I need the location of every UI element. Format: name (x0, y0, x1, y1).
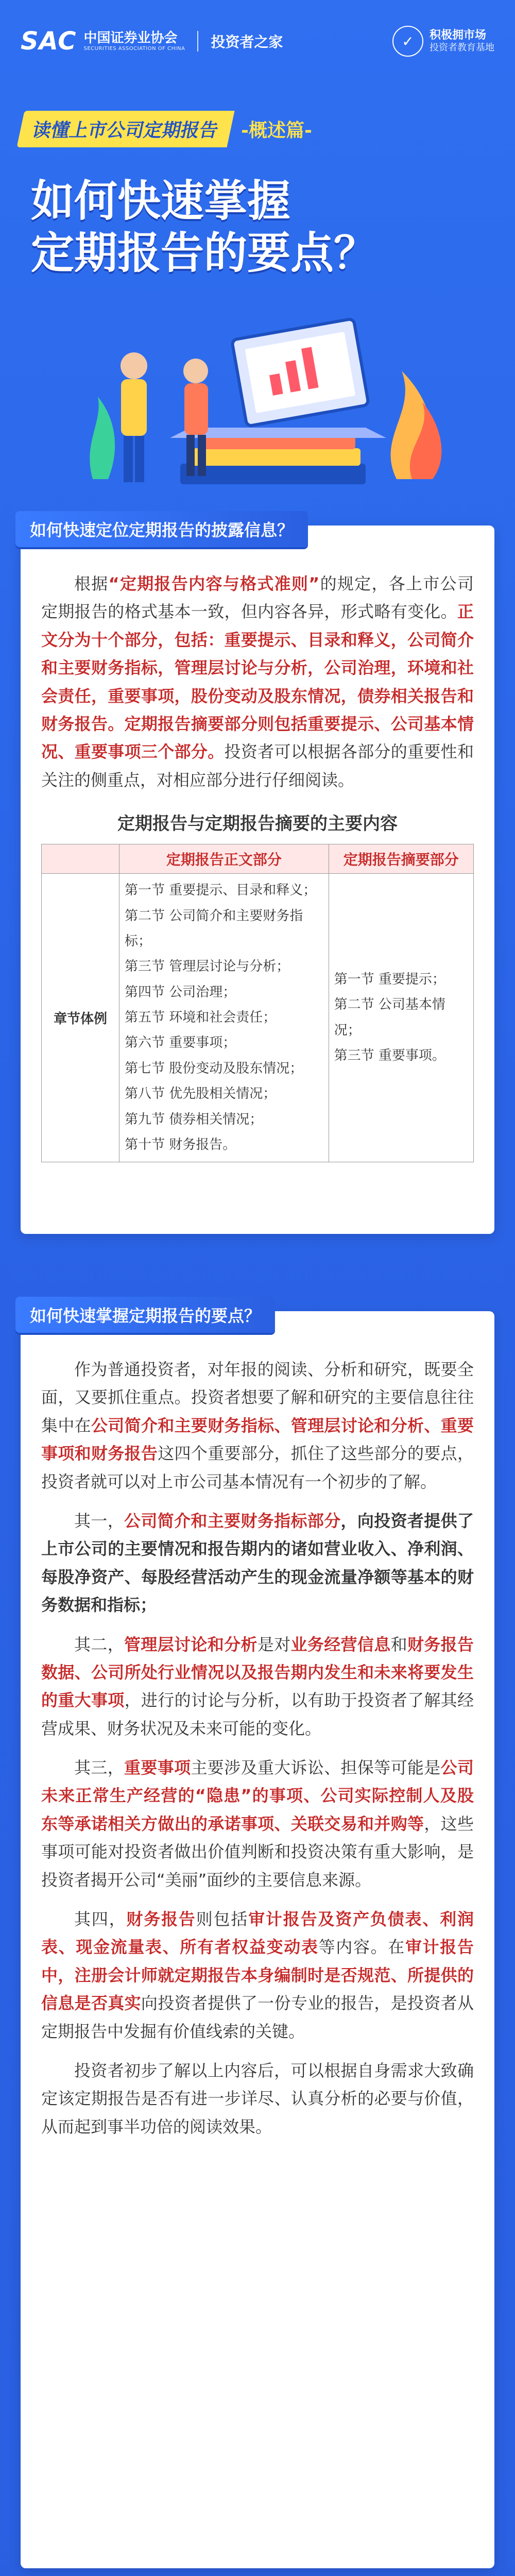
list-item: 第五节 环境和社会责任； (125, 1010, 277, 1026)
main-items-list (125, 878, 323, 1158)
brand (21, 27, 283, 56)
section-2-card (21, 1306, 494, 2568)
section-2-heading: 如何快速掌握定期报告的要点？ (15, 1297, 275, 1333)
text-span: 等内容。在 (318, 1937, 405, 1957)
text-emphasis: 公司简介和主要财务指标部分 (124, 1511, 341, 1531)
ribbon-right: -概述篇- (241, 120, 312, 141)
text-span: 的规定，各上市公司定期报告的格式基本一致，但内容各异，形式略有变化。 (41, 574, 474, 622)
right-logo-line1: 积极拥市场 (430, 29, 487, 42)
series-ribbon (21, 111, 312, 147)
section-2-paragraph-4 (41, 1754, 474, 1894)
report-structure-table (41, 844, 474, 1162)
text-emphasis: 业务经营信息 (290, 1634, 391, 1654)
brand-divider (197, 31, 198, 52)
text-span: 其二， (74, 1634, 125, 1654)
table-header-cell (42, 844, 119, 874)
illustration-laptop-people (62, 309, 453, 505)
section-2-paragraph-6: 投资者初步了解以上内容后，可以根据自身需求大致确定该定期报告是否有进一步详尽、认真分析的必要与价值，从而起到事半功倍的阅读效果。 (41, 2060, 474, 2137)
section-2-paragraph-5 (41, 1905, 474, 2045)
section-2-paragraph-1 (41, 1355, 474, 1496)
list-item: 第一节 重要提示、目录和释义； (125, 883, 317, 899)
shield-icon: ✓ (392, 26, 423, 57)
list-item: 第三节 管理层讨论与分析； (125, 959, 290, 975)
text-emphasis: 审计报告及资产负债表、利润表、现金流量表、所有者权益变动表 (41, 1909, 474, 1957)
table-row (42, 874, 474, 1162)
text-span: 其四， (74, 1909, 127, 1929)
text-span: ，进行的讨论与分析，以有助于投资者了解其经营成果、财务状况及未来可能的变化。 (41, 1690, 474, 1738)
section-1-heading: 如何快速定位定期报告的披露信息？ (15, 511, 308, 547)
section-1-paragraph (41, 570, 474, 794)
top-bar (21, 21, 494, 62)
text-span: 作为普通投资者，对年报的阅读、分析和研究，既要全面，又要抓住重点。投资者想要了解和研究的主要信息往往集中在 (41, 1360, 474, 1435)
main-items-cell (119, 874, 329, 1162)
text-emphasis: 财务报告 (126, 1909, 196, 1929)
list-item: 第六节 重要事项； (125, 1035, 236, 1051)
text-span: 这四个重要部分，抓住了这些部分的要点，投资者就可以对上市公司基本情况有一个初步的了解。 (41, 1444, 474, 1492)
text-span: 主要涉及重大诉讼、担保等可能是 (191, 1758, 441, 1778)
text-emphasis: 公司简介和主要财务指标、管理层讨论和分析、重要事项和财务报告 (41, 1415, 474, 1464)
list-item: 第七节 股份变动及股东情况； (125, 1060, 303, 1076)
brand-text (83, 31, 185, 52)
text-bold: ，向投资者提供了上市公司的主要情况和报告期内的诸如营业收入、净利润、每股净资产、每股经营活动产生的现金流量净额等基本的财务数据和指标； (41, 1511, 474, 1615)
summary-items-cell (329, 874, 473, 1162)
text-span: 投资者可以根据各部分的重要性和关注的侧重点，对相应部分进行仔细阅读。 (41, 742, 474, 790)
text-emphasis: 财务报告数据、公司所处行业情况以及报告期内发生和未来将要发生的重大事项 (41, 1634, 474, 1710)
right-logo-text (430, 29, 494, 54)
title-line-2: 定期报告的要点？ (31, 227, 377, 278)
text-span: 是对 (257, 1634, 291, 1654)
table-header-cell: 定期报告正文部分 (119, 844, 329, 874)
text-emphasis: 管理层讨论和分析 (124, 1634, 258, 1654)
right-logo (392, 26, 494, 57)
text-emphasis: 重要事项 (124, 1758, 191, 1778)
text-span: 和 (390, 1634, 407, 1654)
row-label: 章节体例 (42, 874, 119, 1162)
text-span: 其一， (74, 1511, 125, 1531)
text-span: 向投资者提供了一份专业的报告，是投资者从定期报告中发掘有价值线索的关键。 (41, 1993, 474, 2041)
page-title (31, 175, 377, 279)
list-item: 第二节 公司简介和主要财务指标； (125, 908, 303, 949)
text-span: 则包括 (196, 1909, 249, 1929)
ribbon-left: 读懂上市公司定期报告 (16, 111, 234, 147)
summary-items-list (334, 967, 468, 1069)
brand-cn: 中国证券业协会 (83, 30, 178, 46)
section-2-body (21, 1311, 494, 2161)
section-1-card (21, 520, 494, 1234)
list-item: 第一节 重要提示； (334, 971, 445, 987)
right-logo-line2: 投资者教育基地 (430, 42, 494, 54)
table-title: 定期报告与定期报告摘要的主要内容 (117, 814, 398, 835)
sub-brand: 投资者之家 (211, 33, 283, 50)
list-item: 第四节 公司治理； (125, 984, 236, 1000)
text-span: ，这些事项可能对投资者做出价值判断和投资决策有重大影响，是投资者揭开公司“美丽”面纱的主要信息来源。 (41, 1814, 474, 1890)
list-item: 第三节 重要事项。 (334, 1048, 445, 1064)
text-emphasis: 公司未来正常生产经营的“隐患”的事项、公司实际控制人及股东等承诺相关方做出的承诺事项、关联交易和并购等 (41, 1758, 474, 1834)
table-header-cell: 定期报告摘要部分 (329, 844, 473, 874)
table-header-row (42, 844, 474, 874)
section-2-paragraph-2 (41, 1507, 474, 1619)
list-item: 第十节 财务报告。 (125, 1137, 236, 1153)
sac-logo: SAC (21, 27, 77, 56)
section-1-body (21, 526, 494, 1183)
list-item: 第八节 优先股相关情况； (125, 1086, 277, 1102)
text-span: 根据 (74, 574, 109, 594)
brand-en: SECURITIES ASSOCIATION OF CHINA (83, 45, 185, 52)
list-item: 第九节 债券相关情况； (125, 1111, 263, 1127)
text-emphasis: 正文分为十个部分，包括：重要提示、目录和释义，公司简介和主要财务指标，管理层讨论与分析，公司治理，环境和社会责任，重要事项，股份变动及股东情况，债券相关报告和财务报告。定期报告摘要部分则包括重要提示、公司基本情况、重要事项三个部分。 (41, 602, 474, 762)
text-emphasis: “定期报告内容与格式准则” (108, 574, 320, 594)
text-span: 其三， (74, 1758, 125, 1778)
title-line-1: 如何快速掌握 (31, 176, 291, 226)
section-2-paragraph-3 (41, 1631, 474, 1743)
text-emphasis: 审计报告中，注册会计师就定期报告本身编制时是否规范、所提供的信息是否真实 (41, 1937, 474, 2013)
list-item: 第二节 公司基本情况； (334, 997, 445, 1038)
